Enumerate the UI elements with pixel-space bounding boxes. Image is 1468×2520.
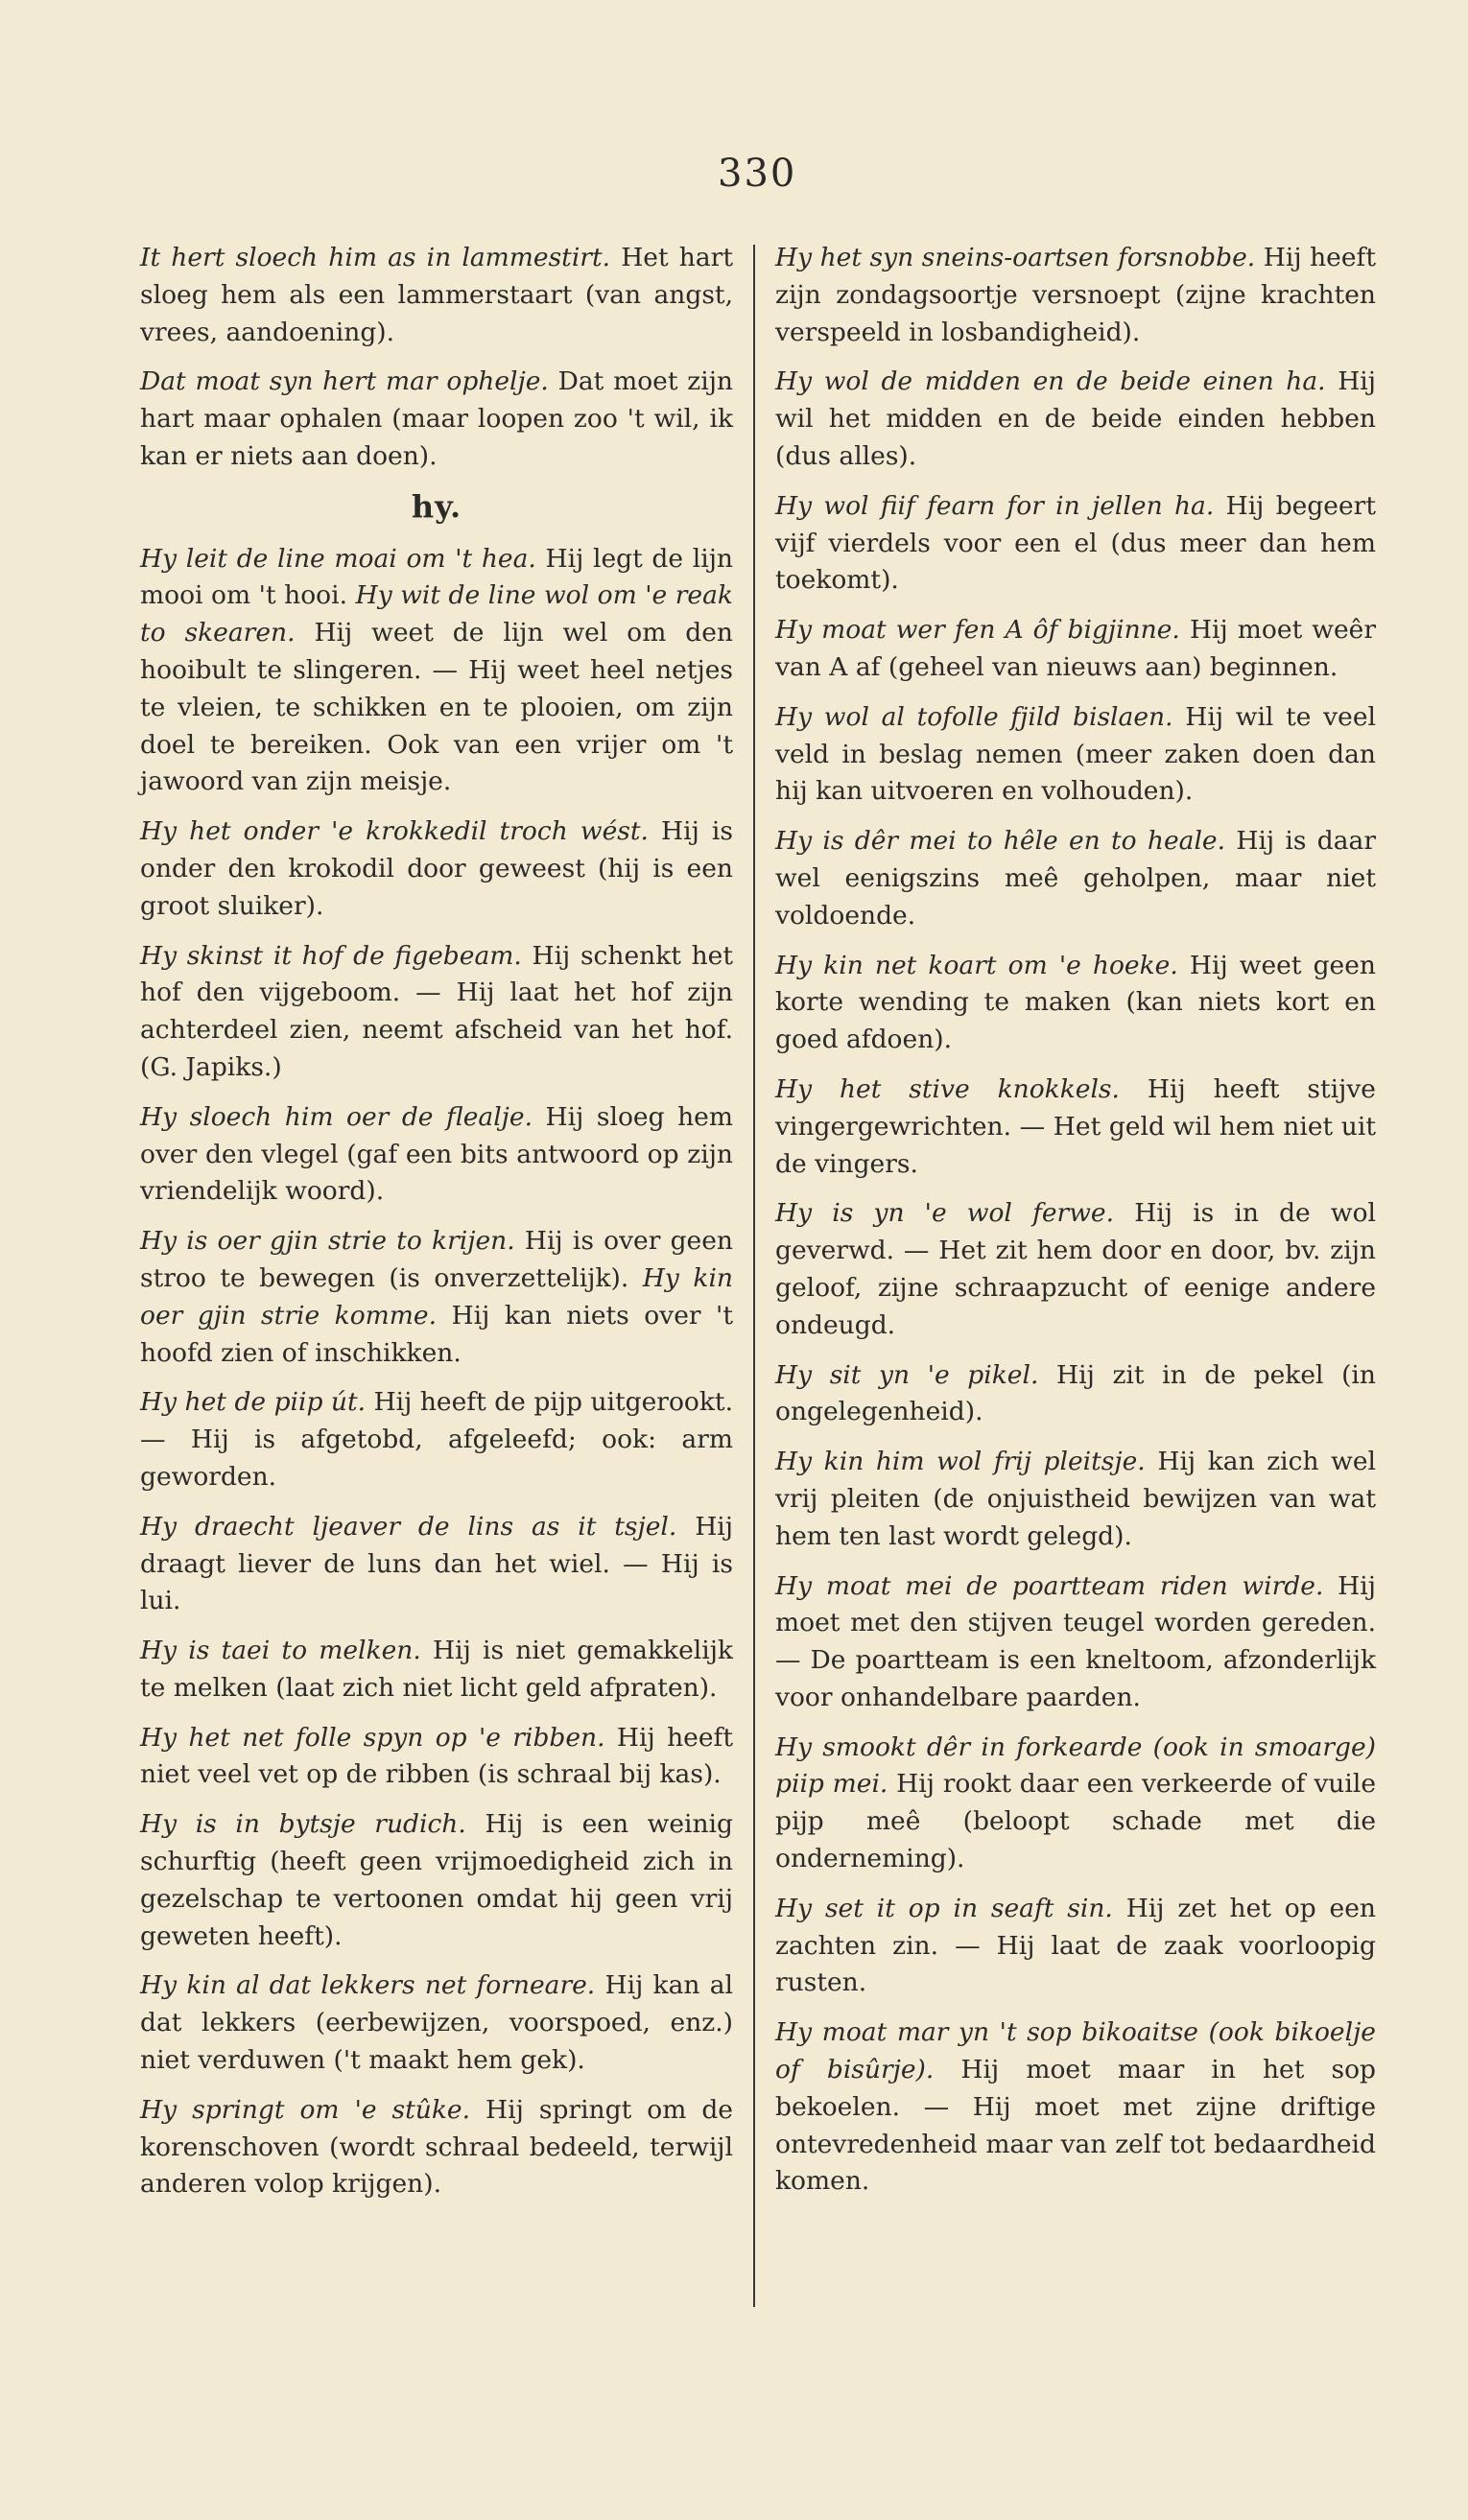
entry-headword: Hy moat wer fen A ôf bigjinne.: [775, 615, 1180, 646]
entry-translation: Hij rookt daar een verkeerde of vuile pijp meê (beloopt schade met die onderneming).: [775, 1769, 1376, 1874]
entry-headword: Hy is dêr mei to hêle en to heale.: [775, 826, 1226, 857]
entry-headword: It hert sloech him as in lammestirt.: [140, 243, 611, 272]
entry-headword: Hy het syn sneins-oartsen forsnobbe.: [775, 243, 1256, 272]
entry-headword: Hy het onder 'e krokkedil troch wést.: [140, 816, 649, 847]
entry-headword: Hy het net folle spyn op 'e ribben.: [140, 1722, 605, 1753]
entry-headword: Hy is in bytsje rudich.: [140, 1809, 466, 1840]
entry-translation: Hij draagt liever de luns dan het wiel. — Hij is lui.: [140, 1511, 733, 1616]
entry-headword: Hy smookt dêr in forkearde (ook in smoarge) piip mei.: [775, 1731, 1376, 1800]
dictionary-entry: [775, 488, 1376, 600]
entry-translation: Dat moet zijn hart maar ophalen (maar loopen zoo 't wil, ik kan er niets aan doen).: [140, 366, 733, 471]
dictionary-entry: [775, 948, 1376, 1059]
dictionary-entry: [140, 1223, 733, 1372]
entry-headword: Hy kin net koart om 'e hoeke.: [775, 950, 1178, 980]
dictionary-entry: [140, 1384, 733, 1496]
dictionary-entry: [140, 541, 733, 802]
entry-translation: Hij moet maar in het sop bekoelen. — Hij moet met zijne driftige ontevredenheid maar van zelf tot bedaardheid komen.: [775, 2055, 1377, 2197]
entry-headword: Hy het de piip út.: [140, 1387, 367, 1418]
entry-translation: Hij springt om de korenschoven (wordt schraal bedeeld, terwijl anderen volop krijgen).: [140, 2094, 733, 2200]
dictionary-entry: [140, 1509, 733, 1620]
page-number: 330: [718, 152, 797, 196]
dictionary-entry: [775, 364, 1376, 475]
entry-translation: Hij heeft zijn zondagsoortje versnoept (zijne krachten verspeeld in losbandigheid).: [775, 243, 1376, 347]
entry-translation: Hij is daar wel eenigszins meê geholpen, maar niet voldoende.: [775, 826, 1377, 930]
entry-translation: Hij kan niets over 't hoofd zien of inschikken.: [140, 1300, 733, 1368]
entry-translation: Hij heeft niet veel vet op de ribben (is schraal bij kas).: [140, 1722, 733, 1790]
entry-translation: Hij kan zich wel vrij pleiten (de onjuistheid bewijzen van wat hem ten last wordt gelegd).: [775, 1447, 1376, 1551]
entry-translation: Hij sloeg hem over den vlegel (gaf een bits antwoord op zijn vriendelijk woord).: [140, 1101, 733, 1207]
entry-headword: Hy moat mei de poartteam riden wirde.: [775, 1570, 1324, 1601]
right-column: [775, 240, 1376, 2213]
entry-headword: Hy springt om 'e stûke.: [140, 2094, 471, 2125]
entry-translation: Het hart sloeg hem als een lammerstaart (van angst, vrees, aandoening).: [140, 243, 733, 347]
entry-headword: Hy wit de line wol om 'e reak to skearen.: [140, 580, 733, 648]
entry-headword: Hy wol al tofolle fjild bislaen.: [775, 701, 1173, 732]
entry-headword: Hy kin him wol frij pleitsje.: [775, 1447, 1146, 1477]
entry-translation: Hij is in de wol geverwd. — Het zit hem door en door, bv. zijn geloof, zijne schraapzucht of eenige andere ondeugd.: [775, 1198, 1376, 1340]
dictionary-entry: [140, 1806, 733, 1955]
dictionary-entry: [140, 813, 733, 925]
dictionary-entry: [775, 699, 1376, 811]
entry-headword: Hy kin oer gjin strie komme.: [140, 1262, 733, 1331]
entry-headword: Hy is yn 'e wol ferwe.: [775, 1198, 1115, 1229]
entry-headword: Hy set it op in seaft sin.: [775, 1893, 1113, 1923]
entry-translation: Hij legt de lijn mooi om 't hooi.: [140, 543, 733, 611]
entry-translation: Hij is over geen stroo te bewegen (is onverzettelijk).: [140, 1226, 733, 1293]
dictionary-entry: [775, 1891, 1376, 2002]
entry-headword: Hy wol fiif fearn for in jellen ha.: [775, 490, 1215, 521]
entry-headword: Hy wol de midden en de beide einen ha.: [775, 366, 1326, 397]
entry-headword: Hy draecht ljeaver de lins as it tsjel.: [140, 1511, 677, 1542]
entry-headword: Hy sloech him oer de flealje.: [140, 1101, 533, 1132]
entry-translation: Hij is een weinig schurftig (heeft geen vrijmoedigheid zich in gezelschap te vertoonen omdat hij geen vrij geweten heeft).: [140, 1809, 733, 1951]
dictionary-entry: [140, 1967, 733, 2079]
dictionary-entry: [140, 364, 733, 475]
dictionary-entry: [775, 823, 1376, 934]
entry-translation: Hij moet met den stijven teugel worden gereden. — De poartteam is een kneltoom, afzonderlijk voor onhandelbare paarden.: [775, 1570, 1376, 1712]
entry-translation: Hij heeft stijve vingergewrichten. — Het geld wil hem niet uit de vingers.: [775, 1073, 1376, 1179]
entry-translation: Hij weet de lijn wel om den hooibult te slingeren. — Hij weet heel netjes te vleien, te schikken en te plooien, om zijn doel te bereiken. Ook van een vrijer om 't jawoord van zijn meisje.: [140, 618, 733, 797]
entry-translation: Hij weet geen korte wending te maken (kan niets kort en goed afdoen).: [775, 950, 1376, 1055]
entry-translation: Hij wil het midden en de beide einden hebben (dus alles).: [775, 366, 1376, 471]
dictionary-entry: [775, 1444, 1376, 1555]
entry-translation: Hij begeert vijf vierdels voor een el (dus meer dan hem toekomt).: [775, 490, 1376, 596]
entry-translation: Hij heeft de pijp uitgerookt. — Hij is afgetobd, afgeleefd; ook: arm geworden.: [140, 1387, 733, 1492]
entry-translation: Hij wil te veel veld in beslag nemen (meer zaken doen dan hij kan uitvoeren en volhouden).: [775, 701, 1376, 807]
left-column: [140, 240, 733, 2216]
dictionary-entry: [140, 1720, 733, 1795]
dictionary-entry: [775, 2014, 1376, 2201]
entry-headword: Hy kin al dat lekkers net forneare.: [140, 1970, 596, 2001]
entry-headword: Hy is taei to melken.: [140, 1636, 421, 1666]
entry-headword: Hy het stive knokkels.: [775, 1073, 1120, 1104]
dictionary-entry: [140, 1099, 733, 1211]
entry-headword: Hy leit de line moai om 't hea.: [140, 543, 536, 574]
entry-headword: Hy skinst it hof de figebeam.: [140, 940, 522, 971]
entry-translation: Hij zit in de pekel (in ongelegenheid).: [775, 1359, 1376, 1427]
entry-headword: Hy moat mar yn 't sop bikoaitse (ook bikoelje of bisûrje).: [775, 2017, 1376, 2085]
entry-headword: Hy sit yn 'e pikel.: [775, 1359, 1039, 1390]
dictionary-entry: [775, 1568, 1376, 1717]
entry-translation: Hij schenkt het hof den vijgeboom. — Hij laat het hof zijn achterdeel zien, neemt afscheid van het hof. (G. Japiks.): [140, 940, 733, 1082]
dictionary-entry: [140, 1633, 733, 1707]
dictionary-entry: [775, 1357, 1376, 1432]
dictionary-entry: [140, 2092, 733, 2203]
dictionary-entry: [775, 240, 1376, 351]
dictionary-entry: [775, 612, 1376, 687]
dictionary-entry: [775, 1072, 1376, 1183]
dictionary-entry: [140, 938, 733, 1087]
section-heading: hy.: [411, 487, 462, 525]
entry-translation: Hij moet weêr van A af (geheel van nieuws aan) beginnen.: [775, 615, 1377, 682]
dictionary-entry: [140, 240, 733, 351]
entry-translation: Hij kan al dat lekkers (eerbewijzen, voorspoed, enz.) niet verduwen ('t maakt hem gek).: [140, 1970, 733, 2076]
entry-translation: Hij is niet gemakkelijk te melken (laat zich niet licht geld afpraten).: [140, 1636, 733, 1703]
dictionary-entry: [775, 1730, 1376, 1878]
entry-translation: Hij zet het op een zachten zin. — Hij laat de zaak voorloopig rusten.: [775, 1893, 1376, 1998]
entry-headword: Dat moat syn hert mar ophelje.: [140, 366, 549, 397]
dictionary-entry: [775, 1195, 1376, 1344]
column-divider: [753, 245, 755, 2307]
entry-translation: Hij is onder den krokodil door geweest (hij is een groot sluiker).: [140, 816, 733, 921]
entry-headword: Hy is oer gjin strie to krijen.: [140, 1226, 515, 1257]
